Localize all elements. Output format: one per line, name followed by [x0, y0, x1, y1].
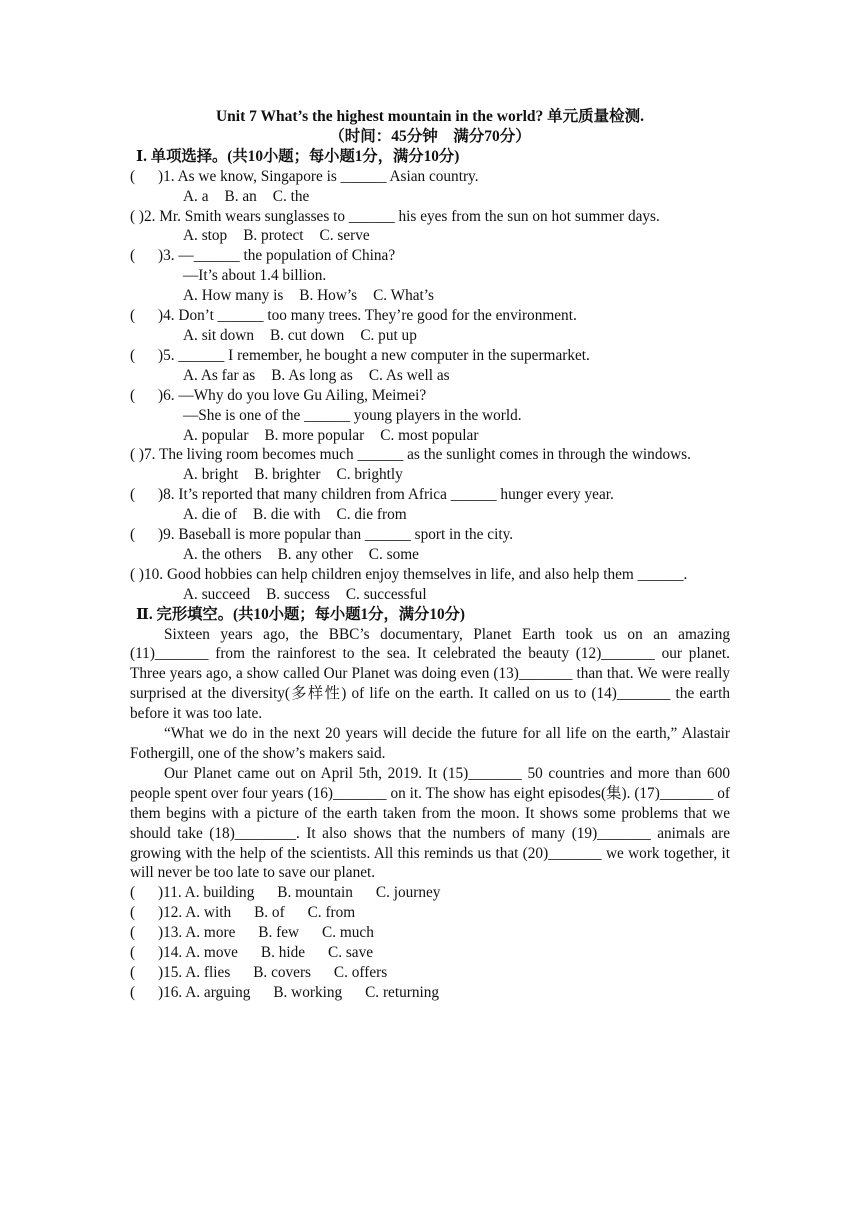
question-stem: ( )1. As we know, Singapore is ______ Asian country. — [130, 167, 479, 185]
question-5 — [130, 346, 730, 386]
question-10 — [130, 565, 730, 605]
option-b: B. As long as — [271, 366, 353, 384]
option-b: B. How’s — [299, 287, 358, 305]
question-reply: —She is one of the ______ young players in the world. — [183, 406, 522, 424]
section1-heading: Ⅰ. 单项选择。(共10小题；每小题1分，满分10分) — [136, 147, 460, 165]
option-b: B. any other — [277, 545, 353, 563]
cloze-question-16: ( )16. A. arguing B. working C. returning — [130, 983, 440, 1001]
option-b: B. brighter — [254, 466, 321, 484]
passage-paragraph-2: “What we do in the next 20 years will decide the future for all life on the earth,” Alastair Fothergill, one of the show’s makers said. — [130, 725, 730, 762]
option-c: C. some — [368, 545, 419, 563]
question-6 — [130, 386, 730, 446]
passage-paragraph-3: Our Planet came out on April 5th, 2019. It (15)_______ 50 countries and more than 600 people spent over four years (16)_______ on it. The show has eight episodes(集). (17)_______ of them begins with a picture of the earth taken from the moon. It shows some problems that we should take (18)________. It also shows that the numbers of many (19)_______ animals are growing with the help of the scientists. All this reminds us that (20)_______ we work together, it will never be too late to save our planet. — [130, 764, 730, 882]
question-stem: ( )7. The living room becomes much ______ as the sunlight comes in through the windows. — [130, 446, 691, 464]
option-a: A. bright — [183, 466, 239, 484]
option-a: A. How many is — [183, 287, 284, 305]
option-c: C. brightly — [336, 466, 403, 484]
question-stem: ( )9. Baseball is more popular than ______ sport in the city. — [130, 526, 514, 544]
question-options — [130, 465, 730, 485]
question-3 — [130, 246, 730, 306]
option-c: C. put up — [360, 326, 417, 344]
question-stem: ( )5. ______ I remember, he bought a new computer in the supermarket. — [130, 346, 590, 364]
option-c: C. the — [272, 187, 310, 205]
question-options — [130, 286, 730, 306]
question-stem: ( )10. Good hobbies can help children enjoy themselves in life, and also help them ______. — [130, 565, 688, 583]
option-c: C. serve — [319, 227, 370, 245]
option-a: A. the others — [183, 545, 262, 563]
cloze-question-15: ( )15. A. flies B. covers C. offers — [130, 963, 388, 981]
passage-paragraph-1: Sixteen years ago, the BBC’s documentary, Planet Earth took us on an amazing (11)_______ from the rainforest to the sea. It celebrated the beauty (12)_______ our planet. Three years ago, a show called Our Planet was doing even (13)_______ than that. We were really surprised at the diversity(多样性) of life on the earth. It called on us to (14)_______ the earth before it was too late. — [130, 625, 730, 723]
document-title: Unit 7 What’s the highest mountain in the world? 单元质量检测. — [215, 108, 644, 125]
option-a: A. As far as — [183, 366, 256, 384]
option-b: B. protect — [243, 227, 304, 245]
option-b: B. more popular — [264, 426, 365, 444]
question-options — [130, 545, 730, 565]
option-c: C. What’s — [373, 287, 434, 305]
question-stem: ( )6. —Why do you love Gu Ailing, Meimei? — [130, 386, 427, 404]
option-a: A. succeed — [183, 585, 251, 603]
question-options — [130, 426, 730, 446]
cloze-question-11: ( )11. A. building B. mountain C. journey — [130, 884, 441, 902]
document-subtitle: （时间：45分钟 满分70分） — [329, 127, 531, 145]
option-b: B. die with — [252, 506, 321, 524]
option-c: C. successful — [345, 585, 427, 603]
option-c: C. most popular — [380, 426, 479, 444]
option-b: B. cut down — [269, 326, 345, 344]
question-options — [130, 366, 730, 386]
cloze-question-12: ( )12. A. with B. of C. from — [130, 904, 356, 922]
option-b: B. success — [266, 585, 330, 603]
question-options — [130, 505, 730, 525]
question-stem: ( )2. Mr. Smith wears sunglasses to ______ his eyes from the sun on hot summer days. — [130, 207, 660, 225]
question-options — [130, 226, 730, 246]
option-a: A. stop — [183, 227, 228, 245]
question-options — [130, 585, 730, 605]
question-stem: ( )8. It’s reported that many children from Africa ______ hunger every year. — [130, 486, 614, 504]
option-b: B. an — [224, 187, 257, 205]
option-c: C. As well as — [368, 366, 450, 384]
question-stem: ( )3. —______ the population of China? — [130, 247, 396, 265]
cloze-question-14: ( )14. A. move B. hide C. save — [130, 944, 374, 962]
question-7 — [130, 445, 730, 485]
question-4 — [130, 306, 730, 346]
option-a: A. popular — [183, 426, 249, 444]
question-2 — [130, 207, 730, 247]
option-a: A. sit down — [183, 326, 254, 344]
document-content — [130, 107, 730, 1003]
question-9 — [130, 525, 730, 565]
section2-heading: Ⅱ. 完形填空。(共10小题；每小题1分，满分10分) — [136, 605, 466, 623]
question-1 — [130, 167, 730, 207]
option-a: A. die of — [183, 506, 237, 524]
option-a: A. a — [183, 187, 209, 205]
option-c: C. die from — [336, 506, 407, 524]
question-options — [130, 187, 730, 207]
cloze-question-13: ( )13. A. more B. few C. much — [130, 924, 374, 942]
question-8 — [130, 485, 730, 525]
question-options — [130, 326, 730, 346]
question-reply: —It’s about 1.4 billion. — [183, 267, 327, 285]
question-stem: ( )4. Don’t ______ too many trees. They’re good for the environment. — [130, 307, 577, 325]
